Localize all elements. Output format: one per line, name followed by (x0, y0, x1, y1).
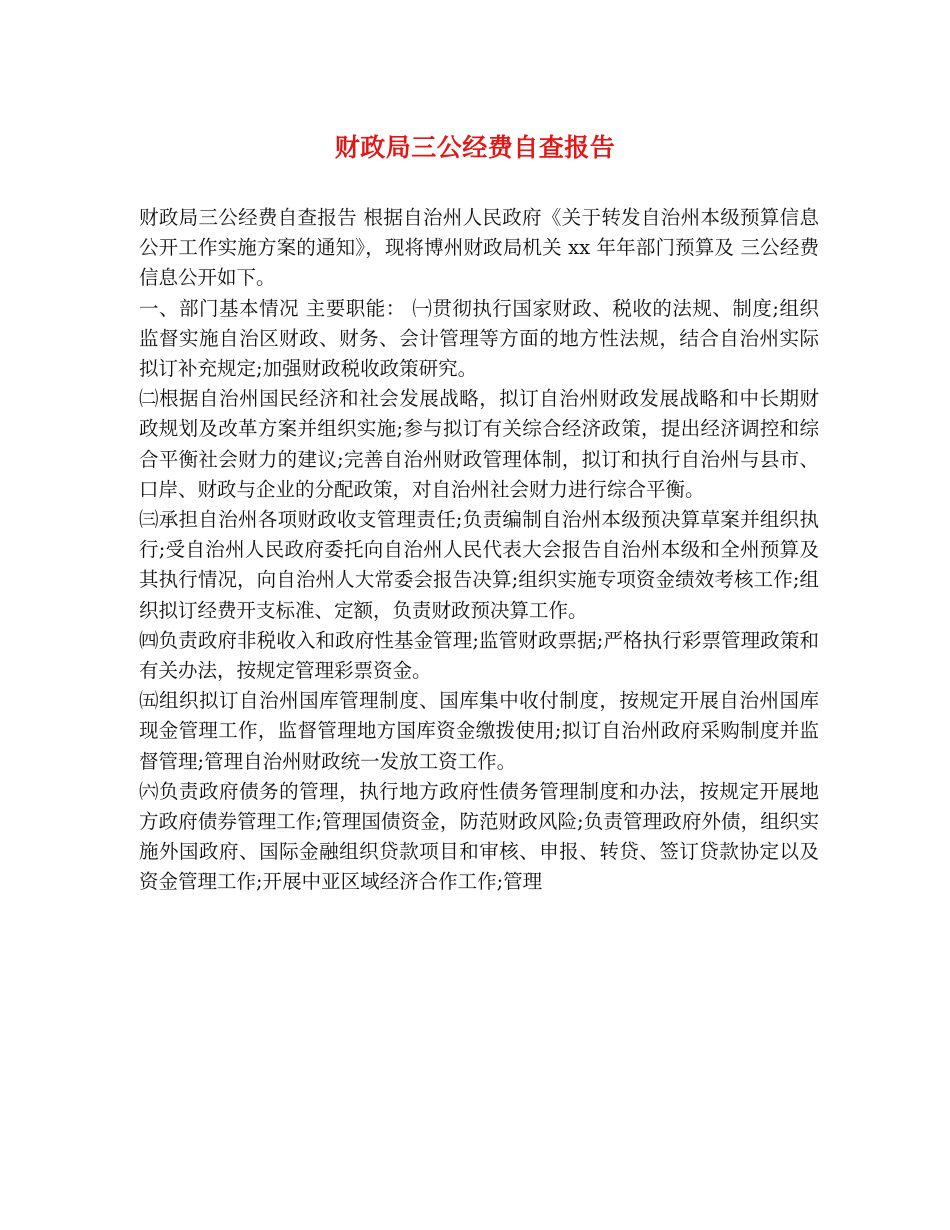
document-body (139, 203, 819, 898)
document-title: 财政局三公经费自查报告 (334, 133, 616, 162)
paragraph-functions-3: ㈢承担自治州各项财政收支管理责任;负责编制自治州本级预决算草案并组织执行;受自治州人民政府委托向自治州人民代表大会报告自治州本级和全州预算及其执行情况，向自治州人大常委会报告决算;组织实施专项资金绩效考核工作;组织拟订经费开支标准、定额，负责财政预决算工作。 (139, 508, 819, 622)
paragraph-functions-2: ㈡根据自治州国民经济和社会发展战略，拟订自治州财政发展战略和中长期财政规划及改革方案并组织实施;参与拟订有关综合经济政策，提出经济调控和综合平衡社会财力的建议;完善自治州财政管理体制，拟订和执行自治州与县市、口岸、财政与企业的分配政策，对自治州社会财力进行综合平衡。 (139, 387, 819, 501)
paragraph-functions-6: ㈥负责政府债务的管理，执行地方政府性债务管理制度和办法，按规定开展地方政府债券管理工作;管理国债资金，防范财政风险;负责管理政府外债，组织实施外国政府、国际金融组织贷款项目和审核、申报、转贷、签订贷款协定以及资金管理工作;开展中亚区域经济合作工作;管理 (139, 779, 819, 894)
paragraph-functions-4: ㈣负责政府非税收入和政府性基金管理;监管财政票据;严格执行彩票管理政策和有关办法，按规定管理彩票资金。 (139, 628, 819, 683)
paragraph-functions-1: 一、部门基本情况 主要职能： ㈠贯彻执行国家财政、税收的法规、制度;组织监督实施自治区财政、财务、会计管理等方面的地方性法规，结合自治州实际拟订补充规定;加强财政税收政策研究。 (139, 296, 819, 381)
paragraph-intro: 财政局三公经费自查报告 根据自治州人民政府《关于转发自治州本级预算信息公开工作实施方案的通知》，现将博州财政局机关 xx 年年部门预算及 三公经费 信息公开如下。 (139, 206, 819, 290)
paragraph-functions-5: ㈤组织拟订自治州国库管理制度、国库集中收付制度，按规定开展自治州国库现金管理工作，监督管理地方国库资金缴拨使用;拟订自治州政府采购制度并监督管理;管理自治州财政统一发放工资工作。 (139, 689, 819, 773)
